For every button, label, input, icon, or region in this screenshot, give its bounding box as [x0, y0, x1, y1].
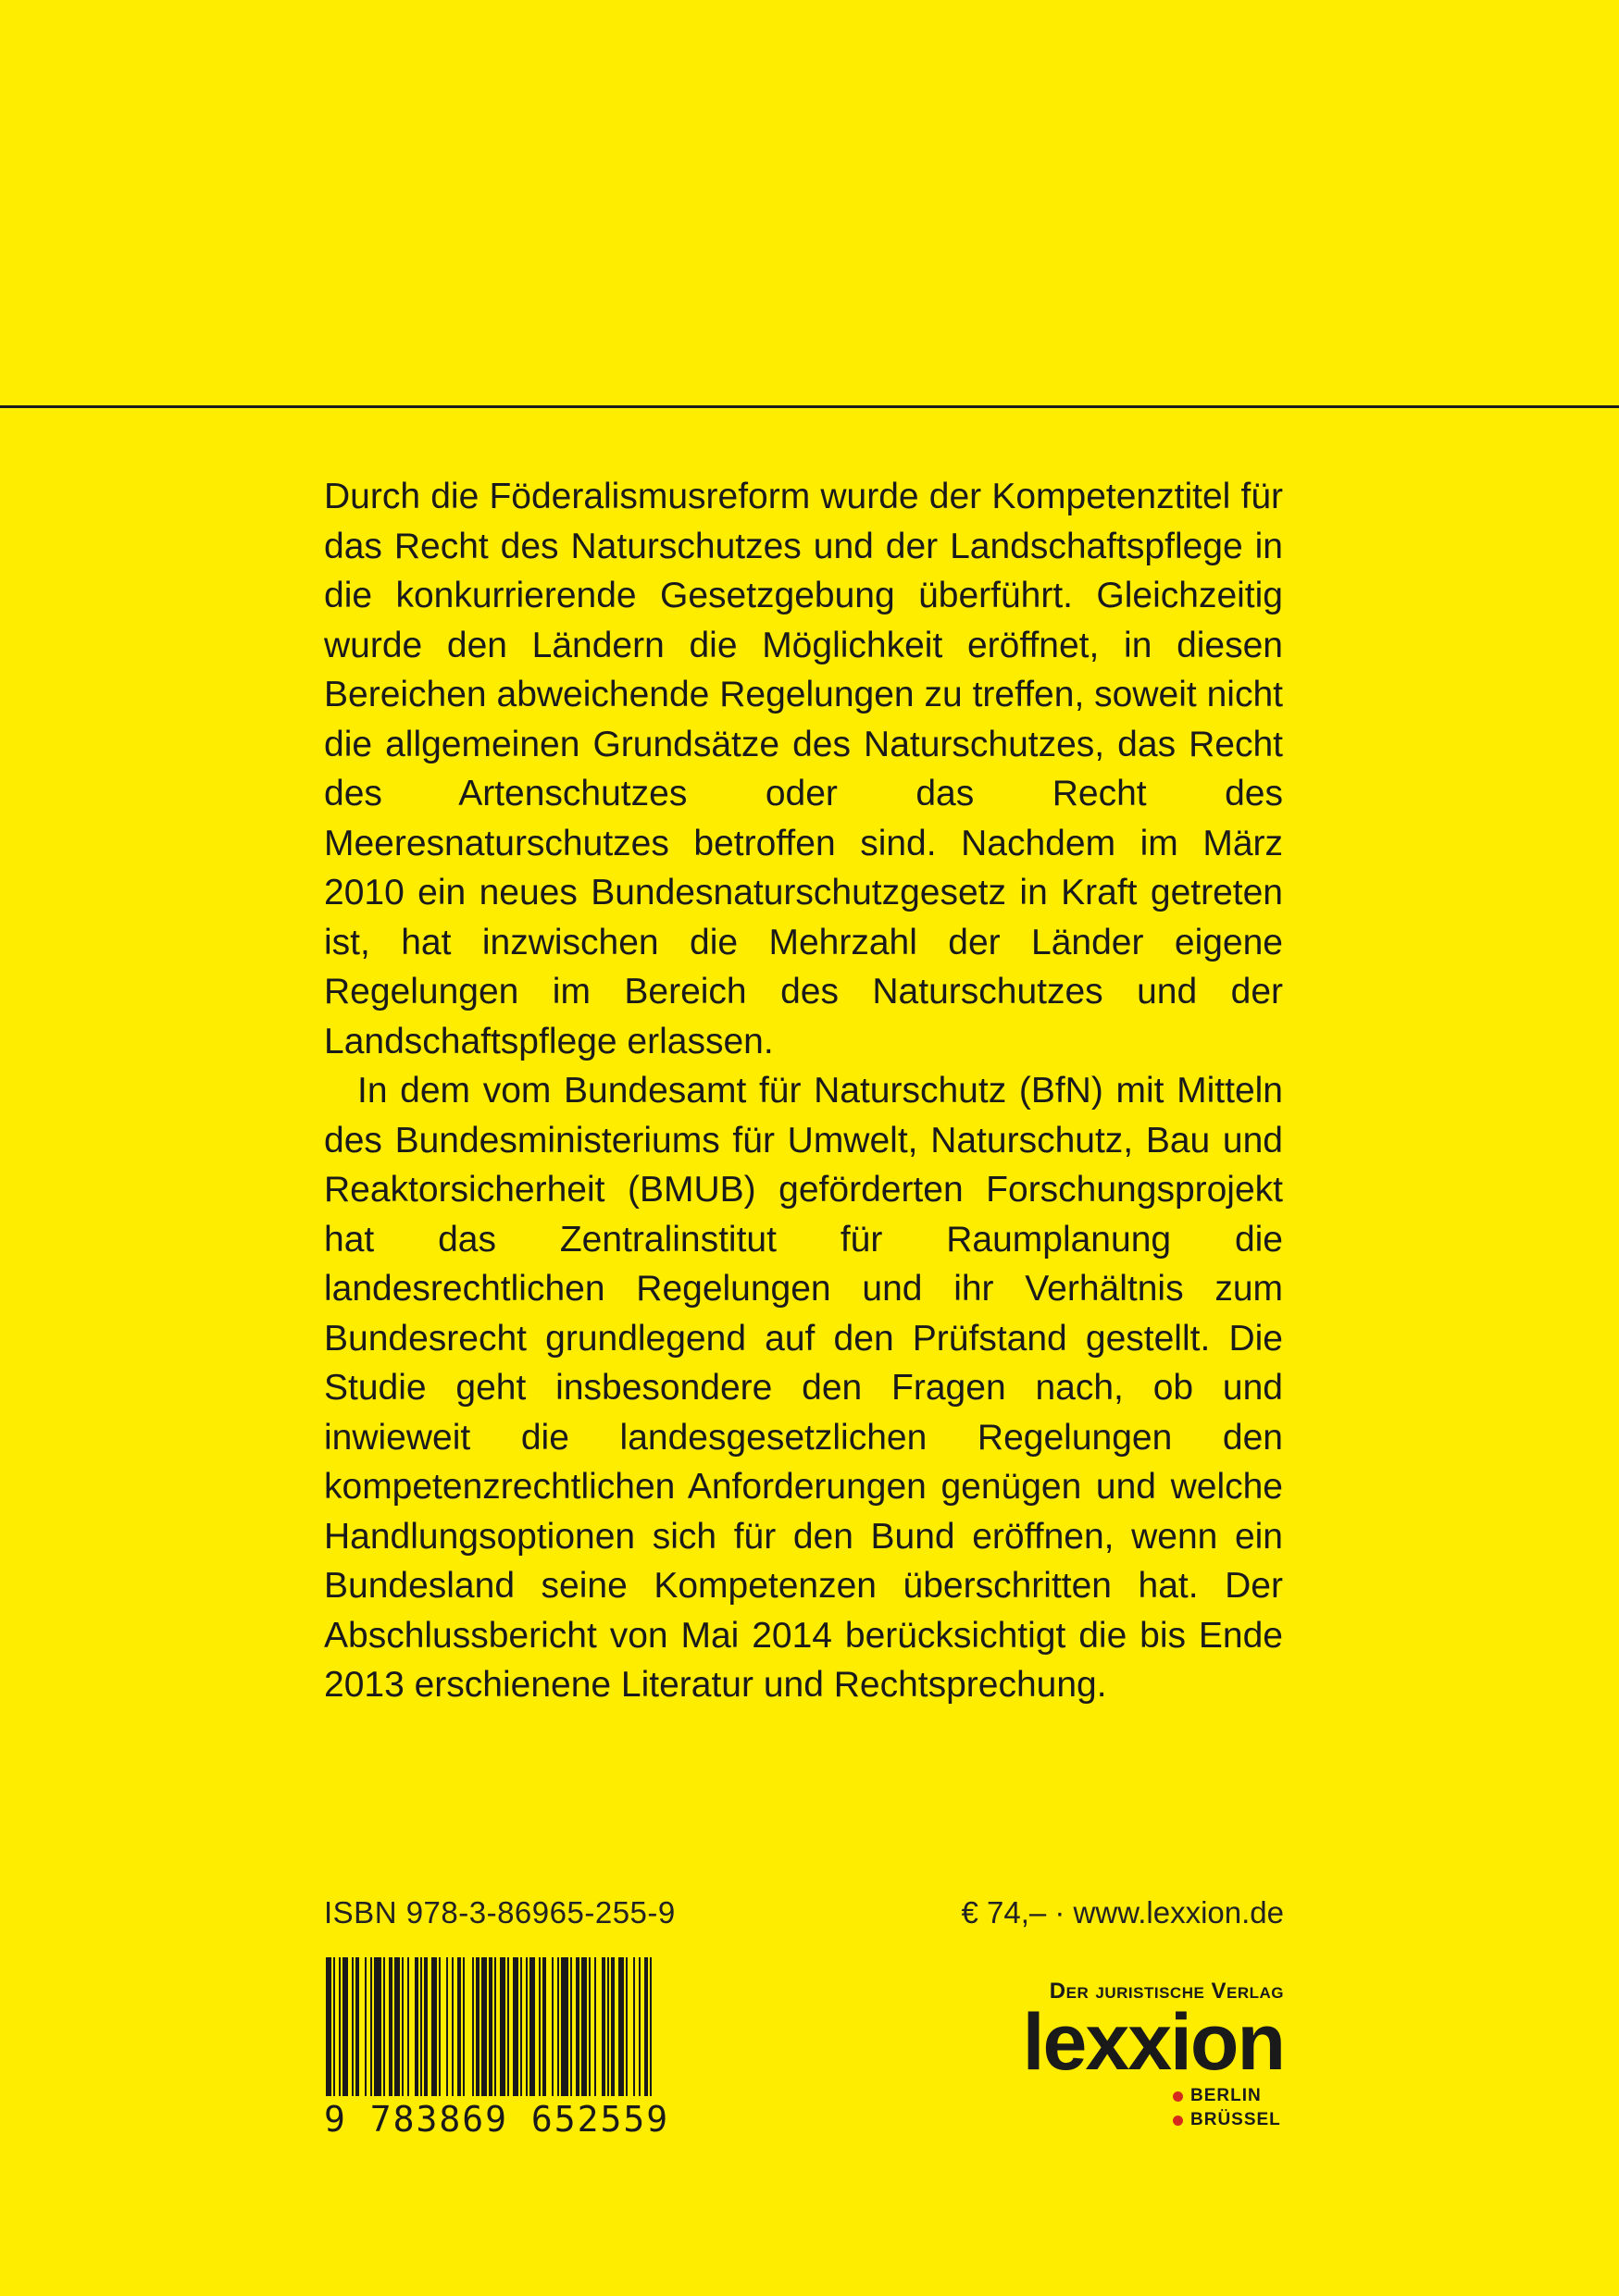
blurb-paragraph-1: Durch die Föderalismusreform wurde der Kompetenztitel für das Recht des Naturschutzes und der Landschaftspflege in die konkurrierende Gesetzgebung überführt. Gleichzeitig wurde den Ländern die Möglichkeit eröffnet, in diesen Bereichen abweichende Regelungen zu treffen, soweit nicht die allgemeinen Grundsätze des Naturschutzes, das Recht des Artenschutzes oder das Recht des Meeresnaturschutzes betroffen sind. Nachdem im März 2010 ein neues Bundesnaturschutzgesetz in Kraft getreten ist, hat inzwischen die Mehrzahl der Länder eigene Regelungen im Bereich des Naturschutzes und der Landschaftspflege erlassen.: [324, 477, 1283, 1061]
barcode-bar: [644, 1957, 648, 2096]
barcode-bar: [639, 1957, 641, 2096]
barcode-bar: [513, 1957, 518, 2096]
barcode-bar: [557, 1957, 559, 2096]
isbn-text: ISBN 978-3-86965-255-9: [324, 1895, 676, 1930]
barcode-bar: [633, 1957, 635, 2096]
barcode-bar: [481, 1957, 487, 2096]
barcode-bar: [431, 1957, 437, 2096]
barcode-bar: [352, 1957, 354, 2096]
barcode-bar: [415, 1957, 418, 2096]
barcode-bar: [420, 1957, 422, 2096]
price-and-website: € 74,– · www.lexxion.de: [961, 1895, 1284, 1930]
red-dot-icon: [1173, 2116, 1183, 2126]
barcode-bar: [589, 1957, 591, 2096]
barcode-bar: [650, 1957, 652, 2096]
barcode-bar: [407, 1957, 409, 2096]
barcode-bar: [594, 1957, 596, 2096]
barcode-bar: [355, 1957, 359, 2096]
barcode-bar: [626, 1957, 628, 2096]
barcode-bar: [452, 1957, 454, 2096]
barcode-bar: [339, 1957, 341, 2096]
barcode-bar: [342, 1957, 348, 2096]
barcode-bar: [424, 1957, 428, 2096]
barcode-digits: 9 783869 652559: [324, 2099, 670, 2140]
barcode-bar: [539, 1957, 541, 2096]
barcode-bar: [507, 1957, 509, 2096]
barcode-bar: [383, 1957, 385, 2096]
publisher-logo: lexxion: [1022, 1998, 1284, 2087]
blurb-paragraph-2: In dem vom Bundesamt für Naturschutz (BfN) mit Mitteln des Bundesministeriums für Umwelt, Naturschutz, Bau und Reaktorsicherheit (BMUB) geförderten Forschungsprojekt hat das Zentralinstitut für Raumplanung die landesrechtlichen Regelungen und ihr Verhältnis zum Bundesrecht grundlegend auf den Prüfstand gestellt. Die Studie geht insbesondere den Fragen nach, ob und inwieweit die landesgesetzlichen Regelungen den kompetenzrechtlichen Anforderungen genügen und welche Handlungsoptionen sich für den Bund eröffnen, wenn ein Bundesland seine Kompetenzen überschritten hat. Der Abschlussbericht von Mai 2014 berücksichtigt die bis Ende 2013 erschienene Literatur und Rechtsprechung.: [324, 1071, 1283, 1705]
publisher-tagline: Der juristische Verlag: [1049, 1979, 1284, 2004]
barcode-bar: [394, 1957, 400, 2096]
barcode-bar: [576, 1957, 579, 2096]
barcode-bar: [500, 1957, 505, 2096]
back-cover-blurb: [324, 472, 1283, 1710]
barcode-bar: [402, 1957, 404, 2096]
barcode-bar: [494, 1957, 496, 2096]
publisher-cities: [1173, 2084, 1284, 2132]
barcode-bar: [570, 1957, 572, 2096]
barcode-bar: [333, 1957, 335, 2096]
city-bruessel: BRÜSSEL: [1173, 2108, 1281, 2132]
barcode-bar: [602, 1957, 605, 2096]
barcode-bar: [542, 1957, 546, 2096]
barcode-bar: [326, 1957, 331, 2096]
barcode-bar: [611, 1957, 615, 2096]
barcode-bar: [365, 1957, 367, 2096]
horizontal-divider: [0, 405, 1619, 408]
barcode-bar: [581, 1957, 587, 2096]
barcode-bar: [529, 1957, 535, 2096]
barcode-bar: [526, 1957, 528, 2096]
barcode-bar: [439, 1957, 441, 2096]
barcode-bar: [489, 1957, 492, 2096]
red-dot-icon: [1173, 2091, 1183, 2102]
city-berlin: BERLIN: [1173, 2084, 1262, 2108]
barcode-bar: [618, 1957, 624, 2096]
barcode-bar: [520, 1957, 522, 2096]
barcode-bar: [370, 1957, 372, 2096]
barcode-bars: [324, 1957, 657, 2096]
barcode-bar: [463, 1957, 465, 2096]
barcode-bar: [476, 1957, 479, 2096]
barcode-bar: [446, 1957, 448, 2096]
publisher-block: [1023, 1979, 1284, 2132]
barcode-bar: [607, 1957, 609, 2096]
barcode-bar: [552, 1957, 554, 2096]
barcode-bar: [374, 1957, 381, 2096]
barcode-bar: [472, 1957, 474, 2096]
barcode-bar: [561, 1957, 568, 2096]
barcode-bar: [389, 1957, 392, 2096]
barcode-bar: [457, 1957, 461, 2096]
